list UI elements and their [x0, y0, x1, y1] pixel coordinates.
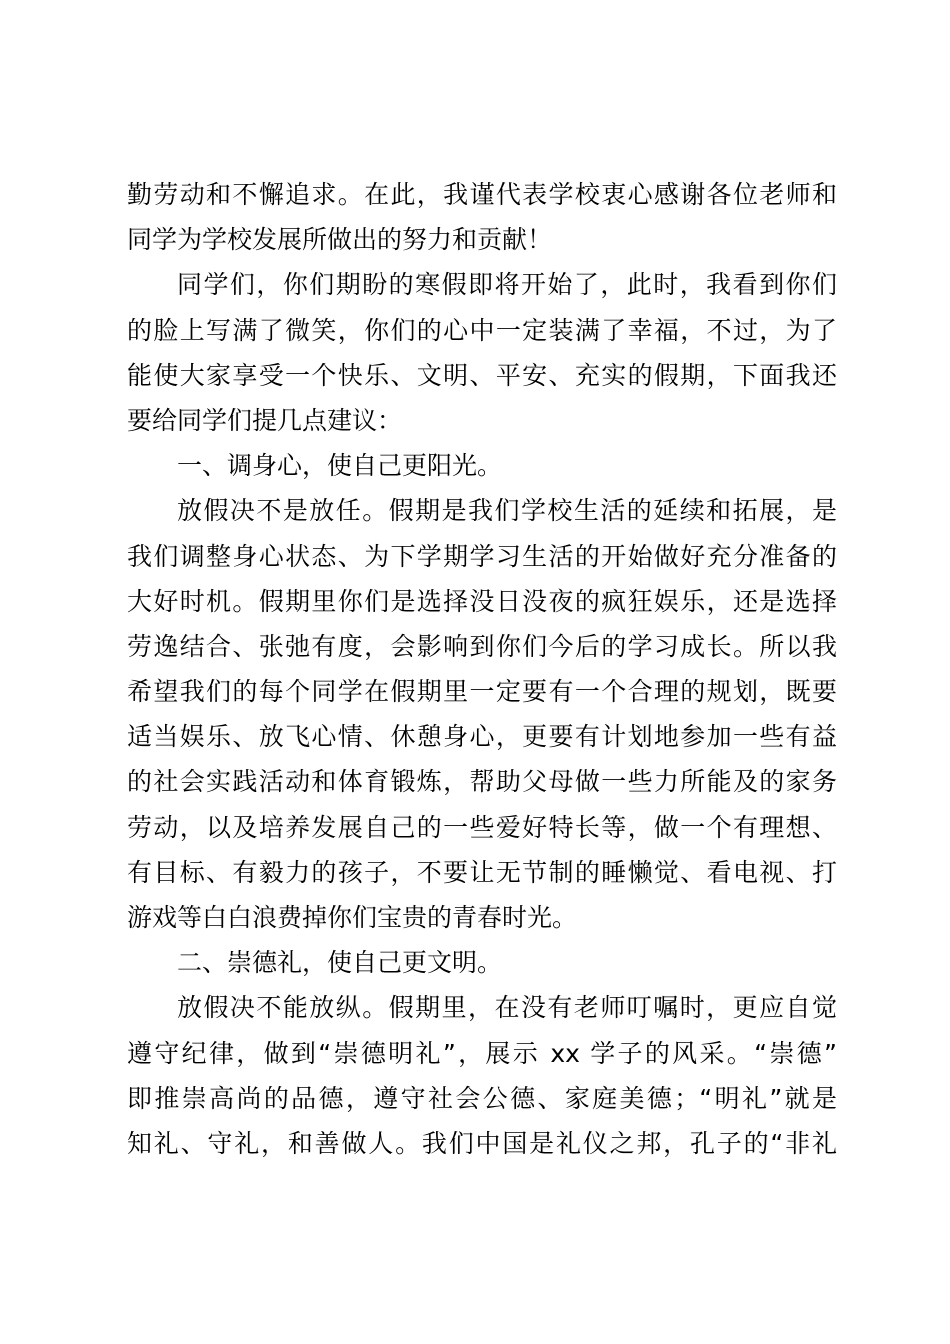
text-line: 勤劳动和不懈追求。在此，我谨代表学校衷心感谢各位老师和 — [127, 180, 837, 209]
text-line: 大好时机。假期里你们是选择没日没夜的疯狂娱乐，还是选择 — [127, 586, 837, 616]
text-line: 游戏等白白浪费掉你们宝贵的青春时光。 — [127, 903, 578, 932]
text-line: 即推崇高尚的品德，遵守社会公德、家庭美德；“明礼”就是 — [127, 1083, 837, 1113]
section-heading-1: 一、调身心，使自己更阳光。 — [177, 451, 503, 481]
text-line: 希望我们的每个同学在假期里一定要有一个合理的规划，既要 — [127, 677, 837, 707]
section-heading-2: 二、崇德礼，使自己更文明。 — [177, 948, 503, 978]
text-line: 的社会实践活动和体育锻炼，帮助父母做一些力所能及的家务 — [127, 767, 837, 797]
paragraph-first-line: 放假决不能放纵。假期里，在没有老师叮嘱时，更应自觉 — [177, 993, 837, 1023]
paragraph-first-line: 同学们，你们期盼的寒假即将开始了，此时，我看到你们 — [177, 270, 837, 300]
text-line: 同学为学校发展所做出的努力和贡献！ — [127, 225, 553, 255]
text-line: 遵守纪律，做到“崇德明礼”，展示 xx 学子的风采。“崇德” — [127, 1038, 837, 1068]
text-line: 劳逸结合、张弛有度，会影响到你们今后的学习成长。所以我 — [127, 631, 837, 661]
text-line: 我们调整身心状态、为下学期学习生活的开始做好充分准备的 — [127, 541, 837, 571]
paragraph-first-line: 放假决不是放任。假期是我们学校生活的延续和拓展，是 — [177, 496, 837, 526]
document-body — [127, 172, 837, 1166]
text-line: 知礼、守礼，和善做人。我们中国是礼仪之邦，孔子的“非礼 — [127, 1128, 837, 1158]
text-line: 劳动，以及培养发展自己的一些爱好特长等，做一个有理想、 — [127, 812, 837, 842]
text-line: 的脸上写满了微笑，你们的心中一定装满了幸福，不过，为了 — [127, 315, 837, 345]
text-line: 要给同学们提几点建议： — [127, 405, 403, 435]
text-line: 能使大家享受一个快乐、文明、平安、充实的假期，下面我还 — [127, 360, 837, 390]
text-line: 适当娱乐、放飞心情、休憩身心，更要有计划地参加一些有益 — [127, 722, 837, 752]
text-line: 有目标、有毅力的孩子，不要让无节制的睡懒觉、看电视、打 — [127, 857, 837, 887]
